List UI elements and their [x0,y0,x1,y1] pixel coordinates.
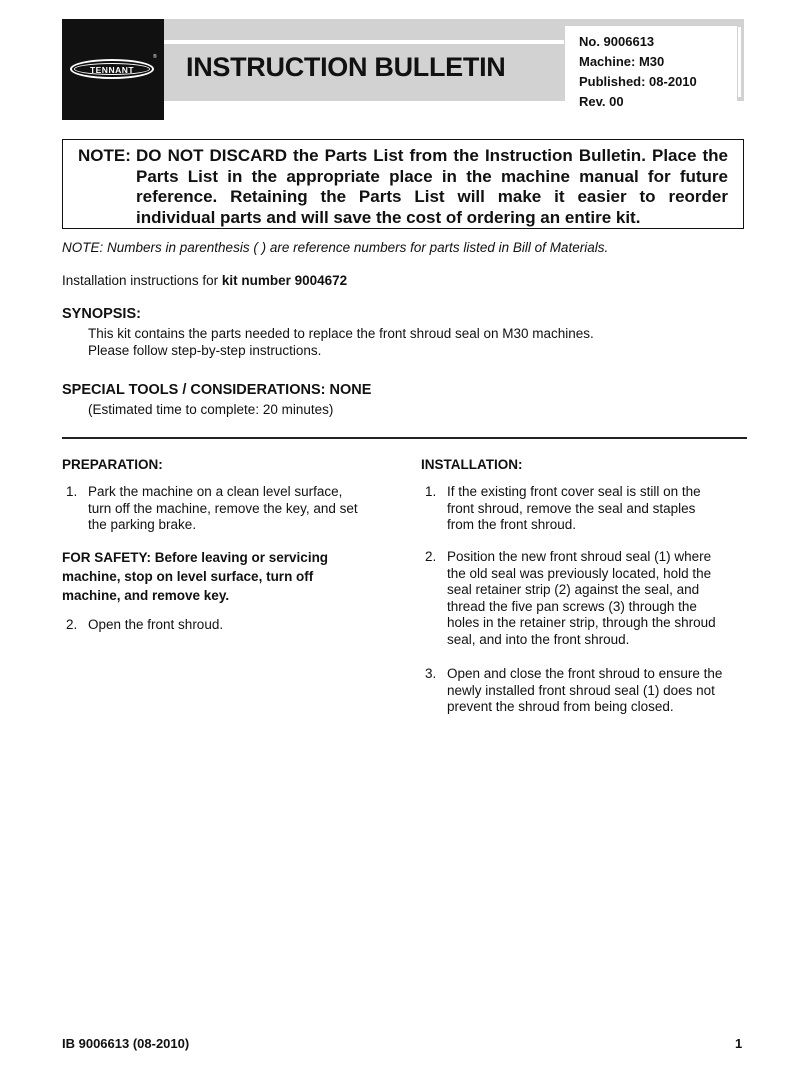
bulletin-machine: Machine: M30 [579,54,665,69]
safety-warning: FOR SAFETY: Before leaving or servicing machine, stop on level surface, turn off machine, and remove key. [62,550,329,603]
header-divider [164,40,564,44]
bulletin-published: Published: 08-2010 [579,74,697,89]
page-title: INSTRUCTION BULLETIN [186,52,506,82]
kit-number: kit number 9004672 [221,273,348,288]
prep-step-2: Open the front shroud. [88,617,224,632]
synopsis-line-2: Please follow step-by-step instructions. [88,343,322,358]
prep-step-1: Park the machine on a clean level surface, turn off the machine, remove the key, and set the parking brake. [88,484,358,532]
install-step-1-number: 1. [425,484,437,499]
bulletin-revision: Rev. 00 [579,94,624,109]
registered-mark-icon: ® [153,54,157,60]
install-step-3: Open and close the front shroud to ensure the newly installed front shroud seal (1) does not prevent the shroud from being closed. [447,666,723,714]
parenthesis-note: NOTE: Numbers in parenthesis ( ) are reference numbers for parts listed in Bill of Materials. [62,240,609,255]
page-number: 1 [735,1036,743,1051]
kit-line-prefix: Installation instructions for [62,273,222,288]
special-tools-heading: SPECIAL TOOLS / CONSIDERATIONS: NONE [62,382,372,398]
note-text: DO NOT DISCARD the Parts List from the Instruction Bulletin. Place the Parts List in the appropriate place in the machine manual for future reference. Retaining the Parts List will make it easier to reorder individual parts and will save the cost of ordering an entire kit. [136,146,728,227]
install-step-1: If the existing front cover seal is still on the front shroud, remove the seal and staples from the front shroud. [447,484,701,532]
install-step-3-number: 3. [425,666,437,681]
section-divider [62,437,747,439]
install-step-2: Position the new front shroud seal (1) where the old seal was previously located, hold the seal retainer strip (2) against the seal, and thread the five pan screws (3) through the holes in the retainer strip, through the shroud seal, and into the front shroud. [447,549,716,647]
logo-text: TENNANT [89,65,135,75]
install-step-2-number: 2. [425,549,437,564]
bulletin-number: No. 9006613 [579,34,655,49]
synopsis-line-1: This kit contains the parts needed to replace the front shroud seal on M30 machines. [88,326,594,341]
footer-bulletin-id: IB 9006613 (08-2010) [62,1036,190,1051]
bulletin-meta [565,26,737,118]
synopsis-heading: SYNOPSIS: [62,306,141,322]
discard-note-box [62,139,744,229]
note-label: NOTE: [78,146,131,165]
prep-step-1-number: 1. [66,484,78,499]
estimated-time: (Estimated time to complete: 20 minutes) [88,402,334,417]
installation-heading: INSTALLATION: [421,457,523,472]
preparation-heading: PREPARATION: [62,457,163,472]
tennant-logo [62,19,164,120]
logo-oval [70,59,154,79]
prep-step-2-number: 2. [66,617,78,632]
kit-line [62,273,347,288]
header-divider-vertical [738,27,741,97]
